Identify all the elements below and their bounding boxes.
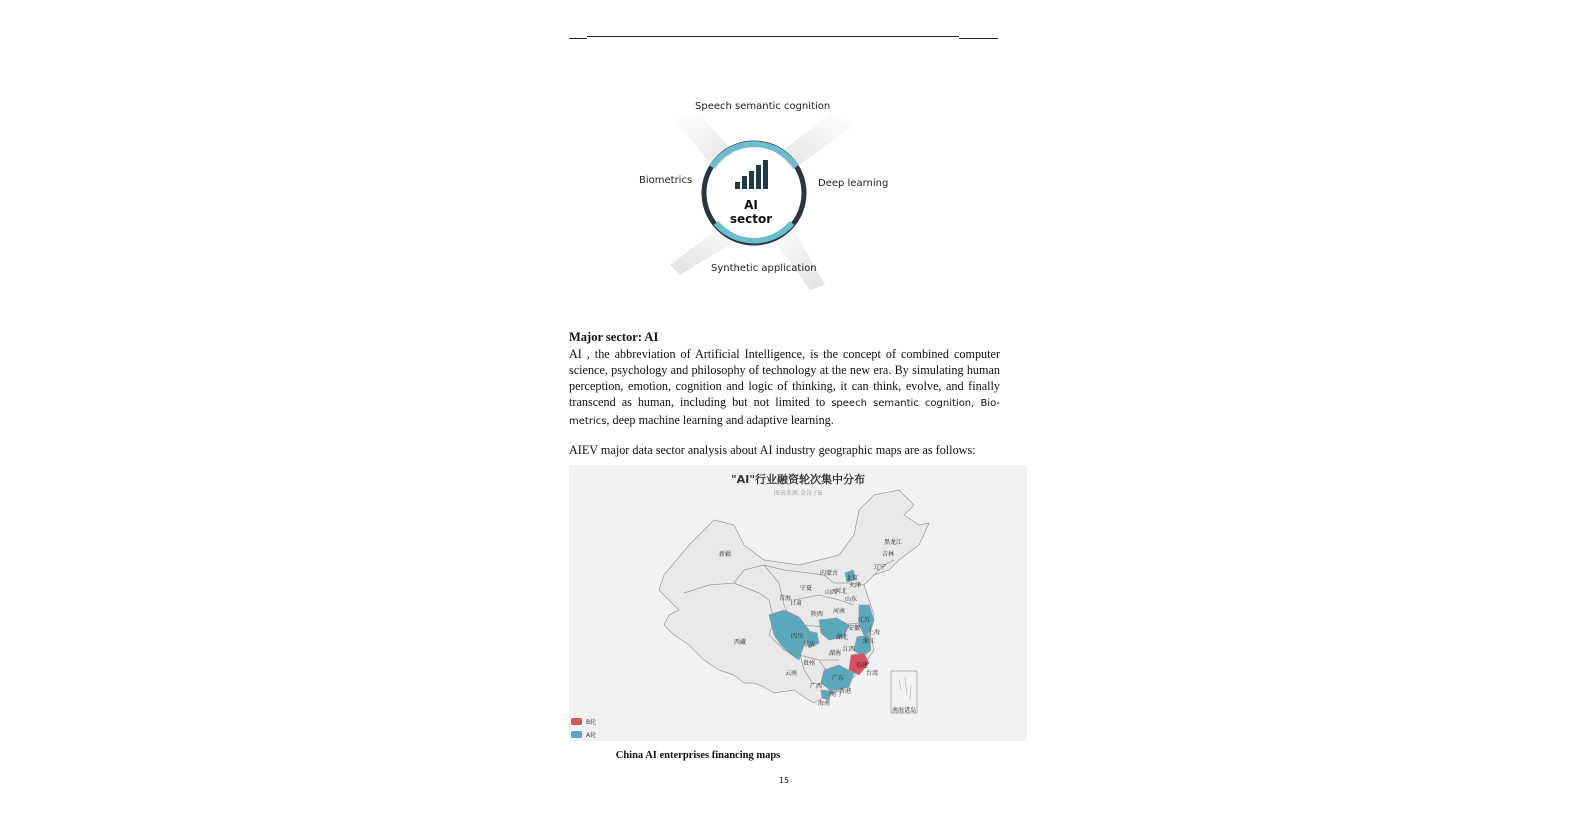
prov-hongkong: 香港 xyxy=(839,688,852,695)
prov-sichuan: 四川 xyxy=(791,633,804,640)
legend-label-a: A轮 xyxy=(586,732,597,739)
prov-zhejiang: 浙江 xyxy=(863,638,876,645)
prov-hubei: 湖北 xyxy=(836,634,849,641)
prov-shanxi: 山西 xyxy=(825,589,838,596)
prov-yunnan: 云南 xyxy=(785,670,798,677)
prov-shandong: 山东 xyxy=(845,596,858,603)
prov-hebei: 河北 xyxy=(835,588,848,595)
prov-guangxi: 广西 xyxy=(810,683,823,690)
prov-guizhou: 贵州 xyxy=(803,660,816,667)
prov-tianjin: 天津 xyxy=(849,582,862,589)
paragraph-sans: speech semantic cognition, Bio-metrics xyxy=(569,398,1001,427)
prov-heilongjiang: 黑龙江 xyxy=(884,539,903,546)
label-deep-learning: Deep learning xyxy=(818,178,889,189)
prov-hunan: 湖南 xyxy=(829,650,842,657)
map-title: "AI"行业融资轮次集中分布 xyxy=(730,473,866,486)
paragraph-end: , deep machine learning and adaptive learning. xyxy=(606,413,834,427)
legend-item-a-round xyxy=(571,730,596,739)
label-speech: Speech semantic cognition xyxy=(695,101,831,112)
label-biometrics: Biometrics xyxy=(639,175,693,186)
prov-beijing: 北京 xyxy=(846,575,859,582)
prov-xizang: 西藏 xyxy=(734,639,747,646)
page-number: 15 xyxy=(778,776,790,785)
prov-shanghai: 上海 xyxy=(868,629,881,636)
prov-qinghai: 青海 xyxy=(779,595,792,602)
paragraph-main: AI , the abbreviation of Artificial Intelligence, is the concept of combined computer science, psychology and philosophy of technology at the new era. By simulating human perception, emotion, cognition and logic of thinking, it can think, evolve, and finally transcend as human, including but not limited to xyxy=(569,347,1000,409)
prov-ningxia: 宁夏 xyxy=(800,585,813,592)
legend-item-b-round xyxy=(571,717,596,726)
prov-gansu: 甘肃 xyxy=(790,600,803,607)
prov-jilin: 吉林 xyxy=(882,551,895,558)
prov-shaanxi: 陕西 xyxy=(811,611,824,618)
prov-fujian: 福建 xyxy=(856,662,869,669)
prov-xinjiang: 新疆 xyxy=(719,551,732,558)
section-paragraph xyxy=(569,346,1000,430)
figure-caption: China AI enterprises financing maps xyxy=(615,750,781,761)
prov-henan: 河南 xyxy=(833,608,846,615)
legend-label-b: B轮 xyxy=(586,719,597,726)
map-intro: AIEV major data sector analysis about AI industry geographic maps are as follows: xyxy=(569,443,976,457)
section-heading: Major sector: AI xyxy=(569,330,659,344)
prov-jiangxi: 江西 xyxy=(843,646,856,653)
center-label: AI sector xyxy=(729,198,773,226)
prov-taiwan: 台湾 xyxy=(866,670,879,677)
prov-macau: 澳门 xyxy=(829,691,842,698)
china-map-panel xyxy=(569,465,1027,741)
prov-jiangsu: 江苏 xyxy=(858,617,871,624)
map-subtitle: 图表来源:金谷子B xyxy=(773,490,823,497)
prov-hainan: 海南 xyxy=(818,700,831,707)
prov-neimenggu: 内蒙古 xyxy=(820,570,839,577)
prov-liaoning: 辽宁 xyxy=(874,564,887,571)
label-synthetic: Synthetic application xyxy=(711,263,817,274)
prov-chongqing: 重庆 xyxy=(803,641,816,648)
legend-swatch-a xyxy=(571,731,582,738)
prov-anhui: 安徽 xyxy=(848,625,861,632)
prov-nanhai: 南海诸岛 xyxy=(892,707,917,714)
prov-guangdong: 广东 xyxy=(832,675,845,682)
legend-swatch-b xyxy=(571,718,582,725)
